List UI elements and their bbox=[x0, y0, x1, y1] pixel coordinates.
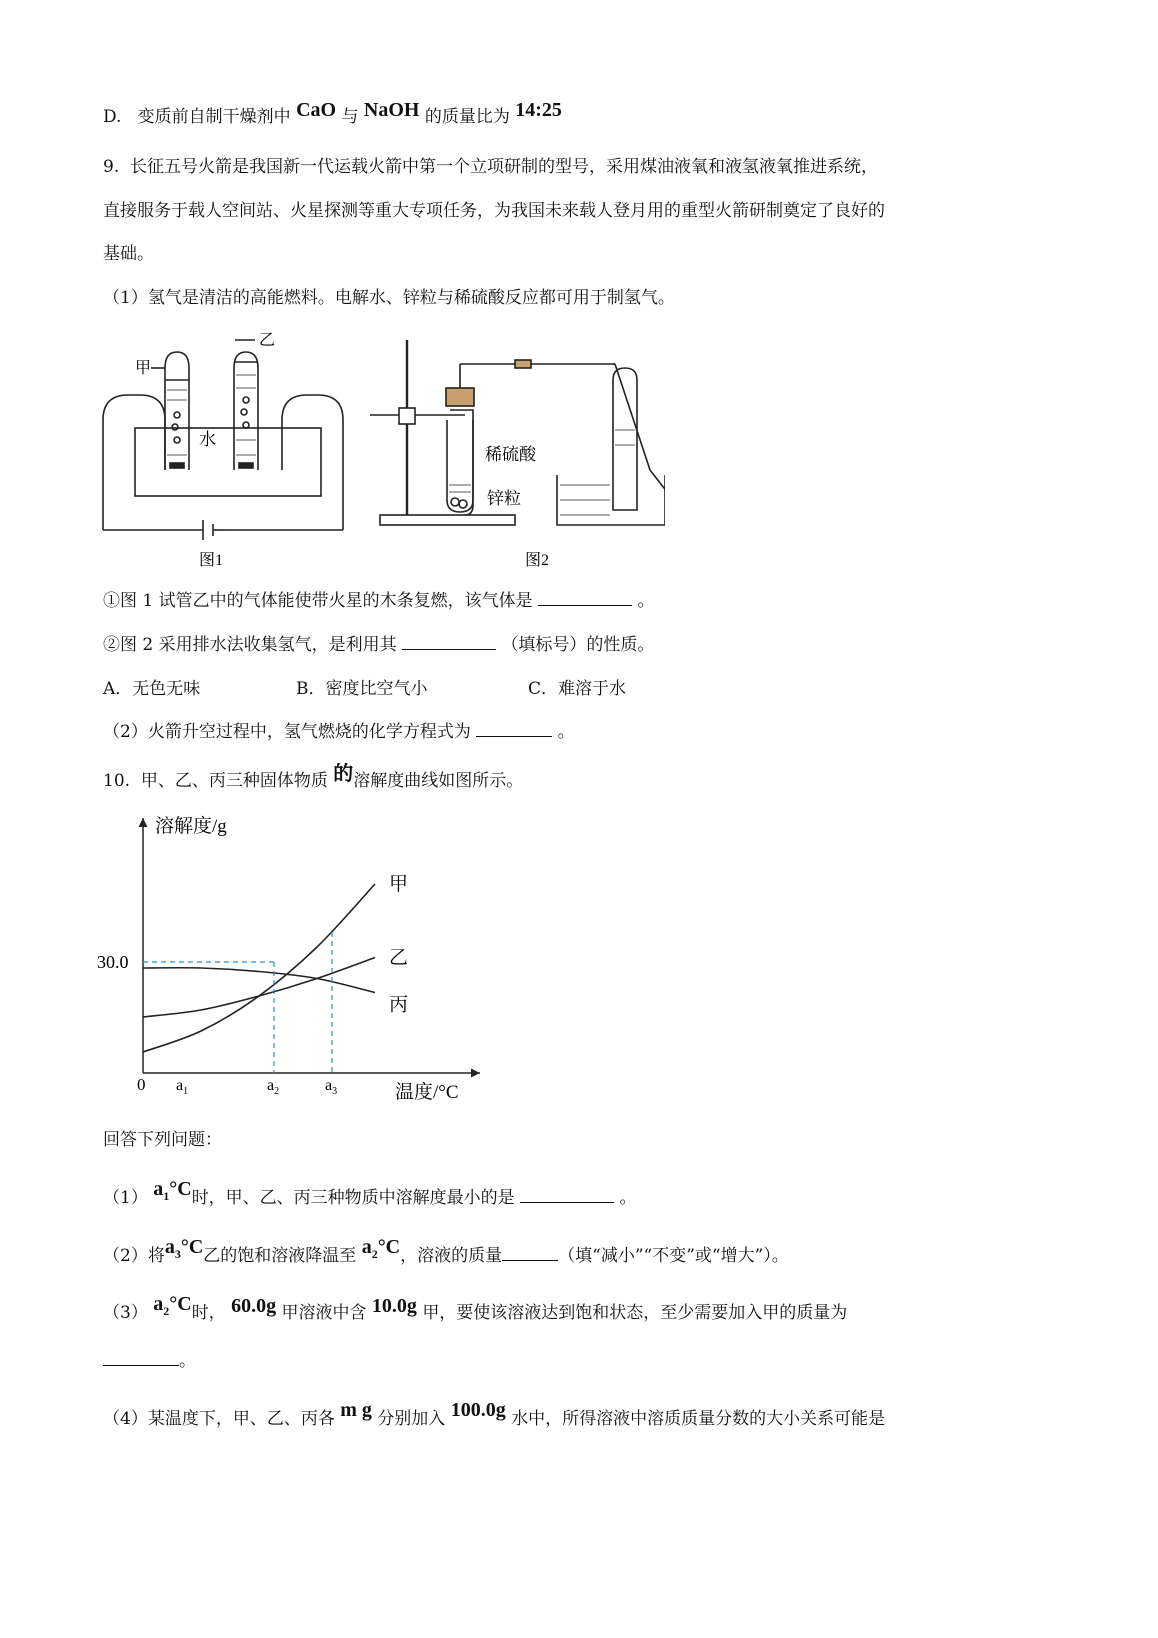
temp-a1: $a_1^\circ C$ bbox=[153, 1178, 192, 1203]
q9-choice-b: B．密度比空气小 bbox=[296, 679, 428, 699]
curve-3 bbox=[143, 968, 375, 993]
test-tube-jia bbox=[165, 352, 189, 470]
question-number: 9. bbox=[103, 157, 120, 177]
q10-p2 bbox=[103, 1236, 789, 1274]
part-label: （2）将 bbox=[103, 1246, 165, 1266]
caption-fig2: 图2 bbox=[525, 552, 550, 569]
q9-line3: 基础。 bbox=[103, 244, 154, 264]
bold-char: 的 bbox=[333, 763, 354, 785]
question-text: （2）火箭升空过程中，氢气燃烧的化学方程式为 bbox=[103, 722, 471, 742]
rubber-stopper bbox=[446, 388, 474, 406]
label-jia: 甲 bbox=[135, 360, 152, 377]
origin-label: 0 bbox=[137, 1075, 146, 1094]
temp-a3: $a_3^\circ C$ bbox=[164, 1236, 204, 1261]
option-d bbox=[103, 99, 562, 129]
q9-sub2 bbox=[103, 633, 654, 657]
x-tick-a1: $a_1$ bbox=[176, 1077, 189, 1097]
series-label-3: 丙 bbox=[389, 994, 409, 1016]
formula-cao: CaO bbox=[296, 99, 337, 121]
q9-sub1 bbox=[103, 589, 654, 613]
mass-ratio: 14:25 bbox=[515, 99, 562, 121]
series-label-2: 乙 bbox=[389, 947, 409, 969]
q10-p4 bbox=[103, 1399, 886, 1431]
mass-100g: 100.0g bbox=[450, 1399, 506, 1421]
q10-header bbox=[103, 763, 524, 793]
question-text: （填“减小”“不变”或“增大”）。 bbox=[558, 1246, 789, 1266]
question-text: （填标号）的性质。 bbox=[501, 635, 655, 655]
temp-a2: $a_2^\circ C$ bbox=[153, 1293, 192, 1318]
label-yi: 乙 bbox=[259, 332, 276, 349]
label-dilute-acid: 稀硫酸 bbox=[485, 445, 536, 464]
collection-tube bbox=[613, 368, 637, 510]
question-text: 。 bbox=[619, 1188, 637, 1208]
mass-m-g: m g bbox=[340, 1399, 372, 1421]
part-label: （1） bbox=[103, 1188, 148, 1208]
q9-line1 bbox=[103, 155, 878, 179]
y-tick-30: 30.0 bbox=[97, 952, 129, 972]
question-text: ，溶液的质量 bbox=[400, 1246, 503, 1266]
question-number: 10. bbox=[103, 771, 131, 791]
q9-choice-a: A．无色无味 bbox=[103, 679, 201, 699]
q9-line2: 直接服务于载人空间站、火星探测等重大专项任务，为我国未来载人登月用的重型火箭研制奠定了良好的 bbox=[103, 201, 885, 221]
q9-part2 bbox=[103, 720, 575, 744]
mass-60g: 60.0g bbox=[231, 1295, 277, 1317]
question-text: 。 bbox=[637, 591, 655, 611]
option-text: 变质前自制干燥剂中 bbox=[137, 107, 291, 127]
q10-p1 bbox=[103, 1178, 637, 1216]
option-text: 与 bbox=[341, 107, 359, 127]
question-text: 时，甲、乙、丙三种物质中溶解度最小的是 bbox=[191, 1188, 515, 1208]
question-text: ②图 2 采用排水法收集氢气，是利用其 bbox=[103, 635, 397, 655]
label-water: 水 bbox=[199, 430, 216, 449]
question-text: 甲溶液中含 bbox=[281, 1303, 367, 1323]
apparatus-figure bbox=[95, 320, 665, 580]
question-text: 时， bbox=[191, 1303, 226, 1323]
part-label: （3） bbox=[103, 1303, 148, 1323]
q10-p3-cont bbox=[103, 1349, 196, 1373]
question-text: 乙的饱和溶液降温至 bbox=[203, 1246, 357, 1266]
answer-blank[interactable] bbox=[502, 1244, 558, 1261]
question-text: ①图 1 试管乙中的气体能使带火星的木条复燃，该气体是 bbox=[103, 591, 533, 611]
question-text: 甲、乙、丙三种固体物质 bbox=[140, 771, 328, 791]
y-axis-label: 溶解度/g bbox=[155, 816, 227, 837]
q9-choice-c: C．难溶于水 bbox=[528, 679, 627, 699]
answer-blank[interactable] bbox=[103, 1349, 179, 1366]
x-tick-a3: $a_3$ bbox=[325, 1077, 338, 1097]
x-tick-a2: $a_2$ bbox=[267, 1077, 280, 1097]
answer-blank[interactable] bbox=[520, 1186, 614, 1203]
question-text: 。 bbox=[179, 1351, 196, 1371]
question-text: 溶解度曲线如图所示。 bbox=[353, 771, 524, 791]
formula-naoh: NaOH bbox=[363, 99, 420, 121]
mass-10g: 10.0g bbox=[371, 1295, 417, 1317]
part-label: （4）某温度下，甲、乙、丙各 bbox=[103, 1409, 335, 1429]
curve-2 bbox=[143, 958, 375, 1018]
option-label: D. bbox=[103, 107, 122, 127]
answer-blank[interactable] bbox=[402, 633, 496, 650]
question-text: 甲，要使该溶液达到饱和状态，至少需要加入甲的质量为 bbox=[422, 1303, 848, 1323]
question-text: 长征五号火箭是我国新一代运载火箭中第一个立项研制的型号，采用煤油液氧和液氢液氧推进系统， bbox=[130, 157, 879, 177]
x-axis-label: 温度/°C bbox=[395, 1082, 459, 1103]
caption-fig1: 图1 bbox=[199, 552, 224, 569]
answer-blank[interactable] bbox=[476, 720, 552, 737]
question-text: 水中，所得溶液中溶质质量分数的大小关系可能是 bbox=[511, 1409, 886, 1429]
temp-a2: $a_2^\circ C$ bbox=[361, 1236, 401, 1261]
solubility-chart bbox=[95, 808, 495, 1108]
reaction-tube bbox=[447, 420, 473, 512]
q10-p3 bbox=[103, 1293, 848, 1331]
stand-base bbox=[380, 515, 515, 525]
series-label-1: 甲 bbox=[389, 874, 409, 895]
q10-prompt: 回答下列问题： bbox=[103, 1130, 222, 1150]
q9-part1: （1）氢气是清洁的高能燃料。电解水、锌粒与稀硫酸反应都可用于制氢气。 bbox=[103, 288, 675, 308]
water-trough bbox=[135, 428, 321, 496]
option-text: 的质量比为 bbox=[424, 107, 510, 127]
question-text: 分别加入 bbox=[377, 1409, 446, 1429]
answer-blank[interactable] bbox=[538, 589, 632, 606]
label-zinc: 锌粒 bbox=[487, 489, 521, 508]
question-text: 。 bbox=[557, 722, 575, 742]
